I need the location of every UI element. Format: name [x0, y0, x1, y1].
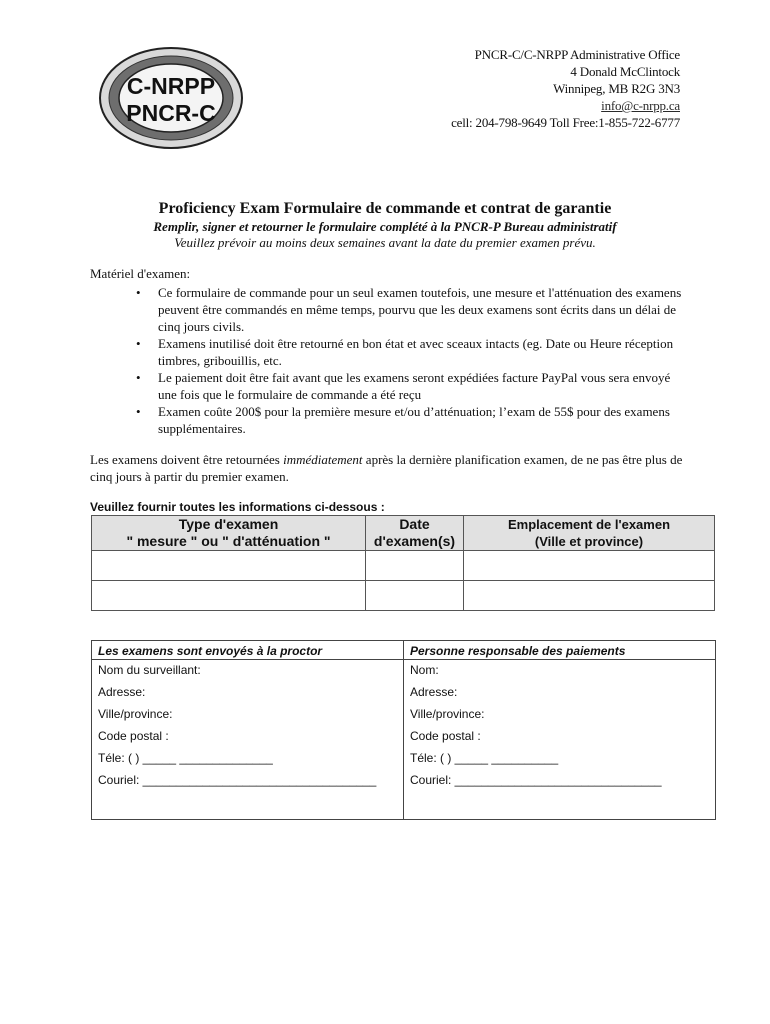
materials-bullet: • Le paiement doit être fait avant que les examens seront expédiées facture PayPal vous sera envoyé une fois que le formulaire de commande a été reçu [158, 369, 690, 403]
exam-location-cell[interactable] [464, 581, 715, 611]
exam-type-cell[interactable] [92, 551, 366, 581]
materials-bullet: • Ce formulaire de commande pour un seul examen toutefois, une mesure et l'atténuation des examens peuvent être commandés en même temps, pourvu que les deux examens sont écrits dans un délai de cinq jours civils. [158, 284, 690, 335]
logo-main-text-1: C-NRPP [126, 73, 216, 99]
materials-bullet: • Examens inutilisé doit être retourné en bon état et avec sceaux intacts (eg. Date ou Heure réception timbres, gribouillis, etc. [158, 335, 690, 369]
scheduling-notice: Veuillez prévoir au moins deux semaines avant la date du premier examen prévu. [174, 235, 596, 250]
page-subtitle: Remplir, signer et retourner le formulaire complété à la PNCR-P Bureau administratif [153, 219, 617, 234]
proctor-column [92, 641, 404, 819]
office-city: Winnipeg, MB R2G 3N3 [553, 81, 680, 96]
payer-postal-field[interactable]: Code postal : [410, 729, 481, 743]
logo-main-text-2: PNCR-C [126, 100, 216, 126]
materials-list [90, 284, 690, 437]
proctor-heading: Les examens sont envoyés à la proctor [92, 641, 403, 660]
exam-order-table [91, 515, 715, 611]
payer-name-field[interactable]: Nom: [410, 663, 439, 677]
payer-column [404, 641, 715, 819]
contact-table [91, 640, 716, 820]
table-row [92, 581, 715, 611]
exam-date-cell[interactable] [366, 581, 464, 611]
page-title: Proficiency Exam Formulaire de commande et contrat de garantie [158, 200, 612, 217]
materials-heading: Matériel d'examen: [90, 266, 191, 281]
exam-type-cell[interactable] [92, 581, 366, 611]
exam-location-header-line2: (Ville et province) [534, 534, 644, 549]
proctor-phone-field[interactable]: Téle: ( ) _____ ______________ [98, 751, 273, 765]
exam-type-header-line1: Type d'examen [178, 516, 279, 532]
provide-info-label: Veuillez fournir toutes les informations ci-dessous : [90, 500, 385, 514]
c-nrpp-logo [98, 46, 244, 150]
office-street: 4 Donald McClintock [570, 64, 680, 79]
payer-heading: Personne responsable des paiements [404, 641, 715, 660]
exam-location-header [464, 516, 715, 551]
exam-location-header-line1: Emplacement de l'examen [507, 517, 671, 532]
proctor-name-field[interactable]: Nom du surveillant: [98, 663, 201, 677]
exam-date-header-line1: Date [399, 516, 430, 532]
return-text-2: après la dernière planification examen, de ne pas être plus de cinq jours à partir du premier examen. [90, 452, 683, 484]
exam-location-cell[interactable] [464, 551, 715, 581]
return-emphasis: immédiatement [283, 452, 363, 467]
payer-phone-field[interactable]: Téle: ( ) _____ __________ [410, 751, 559, 765]
materials-bullet: • Examen coûte 200$ pour la première mesure et/ou d’atténuation; l’exam de 55$ pour des examens supplémentaires. [158, 403, 690, 437]
proctor-postal-field[interactable]: Code postal : [98, 729, 169, 743]
office-name: PNCR-C/C-NRPP Administrative Office [474, 47, 680, 62]
title-block [0, 199, 770, 251]
exam-type-header-line2: " mesure " ou " d'atténuation " [126, 533, 331, 549]
return-text-1: Les examens doivent être retournées [90, 452, 284, 467]
logo-seal-icon [98, 46, 244, 150]
exam-type-header [92, 516, 366, 551]
payer-city-field[interactable]: Ville/province: [410, 707, 485, 721]
exam-materials-section [90, 265, 690, 437]
payer-email-field[interactable]: Couriel: _______________________________ [410, 773, 662, 787]
table-row [92, 551, 715, 581]
office-address [451, 46, 680, 131]
exam-date-cell[interactable] [366, 551, 464, 581]
return-instructions [90, 451, 690, 485]
exam-date-header [366, 516, 464, 551]
proctor-address-field[interactable]: Adresse: [98, 685, 146, 699]
office-email-link[interactable]: info@c-nrpp.ca [601, 98, 680, 113]
office-phones: cell: 204-798-9649 Toll Free:1-855-722-6777 [451, 115, 680, 130]
proctor-city-field[interactable]: Ville/province: [98, 707, 173, 721]
payer-address-field[interactable]: Adresse: [410, 685, 458, 699]
proctor-email-field[interactable]: Couriel: ___________________________________ [98, 773, 377, 787]
exam-date-header-line2: d'examen(s) [373, 533, 456, 549]
